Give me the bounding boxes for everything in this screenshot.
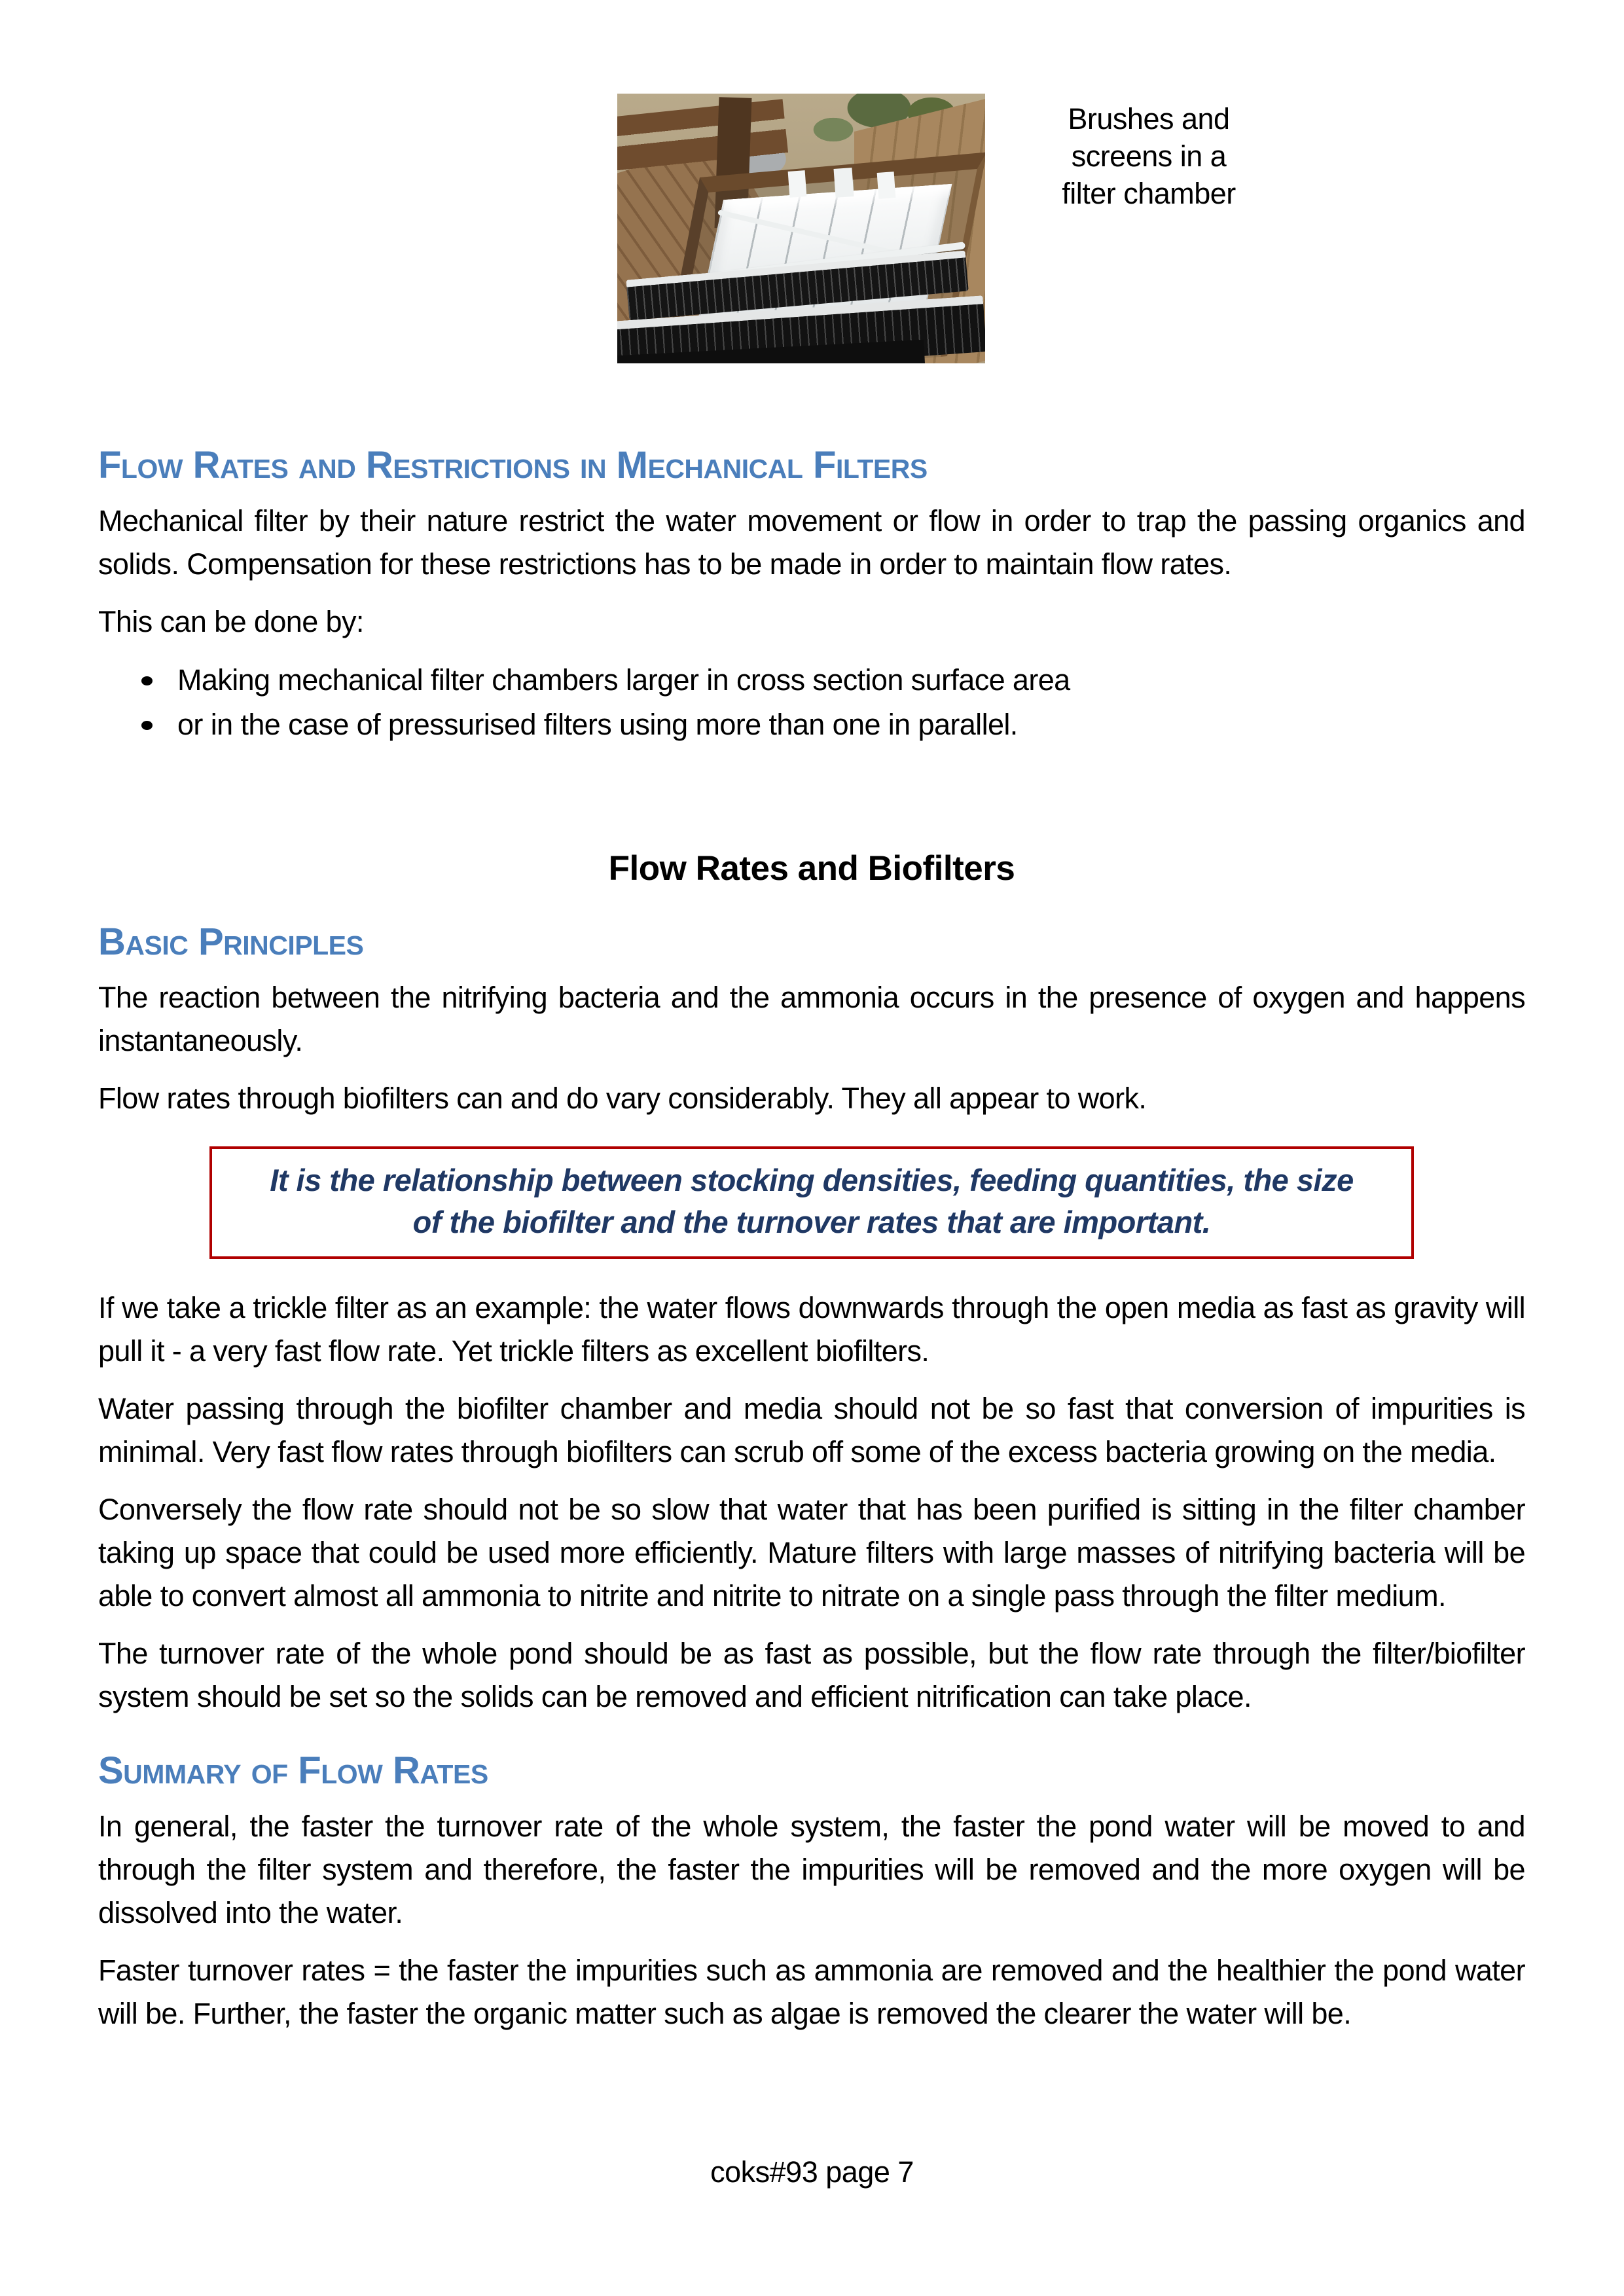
paragraph-trickle: If we take a trickle filter as an example: the water flows downwards through the open media as fast as gravity will pull it - a very fast flow rate. Yet trickle filters as excellent biofilters. — [98, 1291, 1525, 1368]
heading-summary-of-flow-rates: Summary of Flow Rates — [98, 1749, 488, 1792]
paragraph-turnover: The turnover rate of the whole pond should be as fast as possible, but the flow rate through the filter/biofilter system should be set so the solids can be removed and efficient nitrification can take place. — [98, 1637, 1525, 1713]
page-footer: coks#93 page 7 — [710, 2155, 914, 2189]
figure-row — [98, 94, 1525, 363]
photo-screen-tab — [833, 168, 854, 198]
paragraph-done-by: This can be done by: — [98, 605, 364, 638]
list-item — [141, 702, 1525, 747]
paragraph-reaction: The reaction between the nitrifying bacteria and the ammonia occurs in the presence of oxygen and happens instantaneously. — [98, 981, 1525, 1057]
bullet-icon — [141, 676, 153, 685]
paragraph-faster: Faster turnover rates = the faster the impurities such as ammonia are removed and the healthier the pond water will be. Further, the faster the organic matter such as algae is removed the clearer the water will be. — [98, 1954, 1525, 2030]
list-item-text: or in the case of pressurised filters using more than one in parallel. — [177, 708, 1018, 741]
photo-screen-tab — [877, 172, 896, 199]
title-flow-rates-and-biofilters: Flow Rates and Biofilters — [608, 849, 1015, 888]
figure-caption: Brushes and screens in a filter chamber — [1062, 102, 1236, 210]
paragraph-water-passing: Water passing through the biofilter chamber and media should not be so fast that conversion of impurities is minimal. Very fast flow rates through biofilters can scrub off some of the excess bacteria growing on the media. — [98, 1392, 1525, 1468]
filter-chamber-photo — [617, 94, 985, 363]
list-item — [141, 658, 1525, 702]
list-item-text: Making mechanical filter chambers larger in cross section surface area — [177, 663, 1070, 697]
photo-screen-tab — [788, 170, 807, 198]
heading-flow-rates-restrictions: Flow Rates and Restrictions in Mechanical Filters — [98, 444, 928, 486]
bullet-icon — [141, 721, 153, 730]
heading-basic-principles: Basic Principles — [98, 920, 364, 963]
paragraph-mechanical-intro: Mechanical filter by their nature restrict the water movement or flow in order to trap the passing organics and solids. Compensation for these restrictions has to be made in order to maintain flow rates. — [98, 504, 1525, 581]
paragraph-vary: Flow rates through biofilters can and do vary considerably. They all appear to work. — [98, 1082, 1147, 1115]
paragraph-conversely: Conversely the flow rate should not be so slow that water that has been purified is sitting in the filter chamber taking up space that could be used more efficiently. Mature filters with large masses of nitrifying bacteria will be able to convert almost all ammonia to nitrite and nitrite to nitrate on a single pass through the filter medium. — [98, 1493, 1525, 1613]
callout-box — [209, 1146, 1414, 1259]
bullet-list — [98, 658, 1525, 747]
callout-text: It is the relationship between stocking densities, feeding quantities, the size of the biofilter and the turnover rates that are important. — [270, 1163, 1354, 1239]
paragraph-in-general: In general, the faster the turnover rate of the whole system, the faster the pond water will be moved to and through the filter system and therefore, the faster the impurities will be removed and the more oxygen will be dissolved into the water. — [98, 1810, 1525, 1929]
